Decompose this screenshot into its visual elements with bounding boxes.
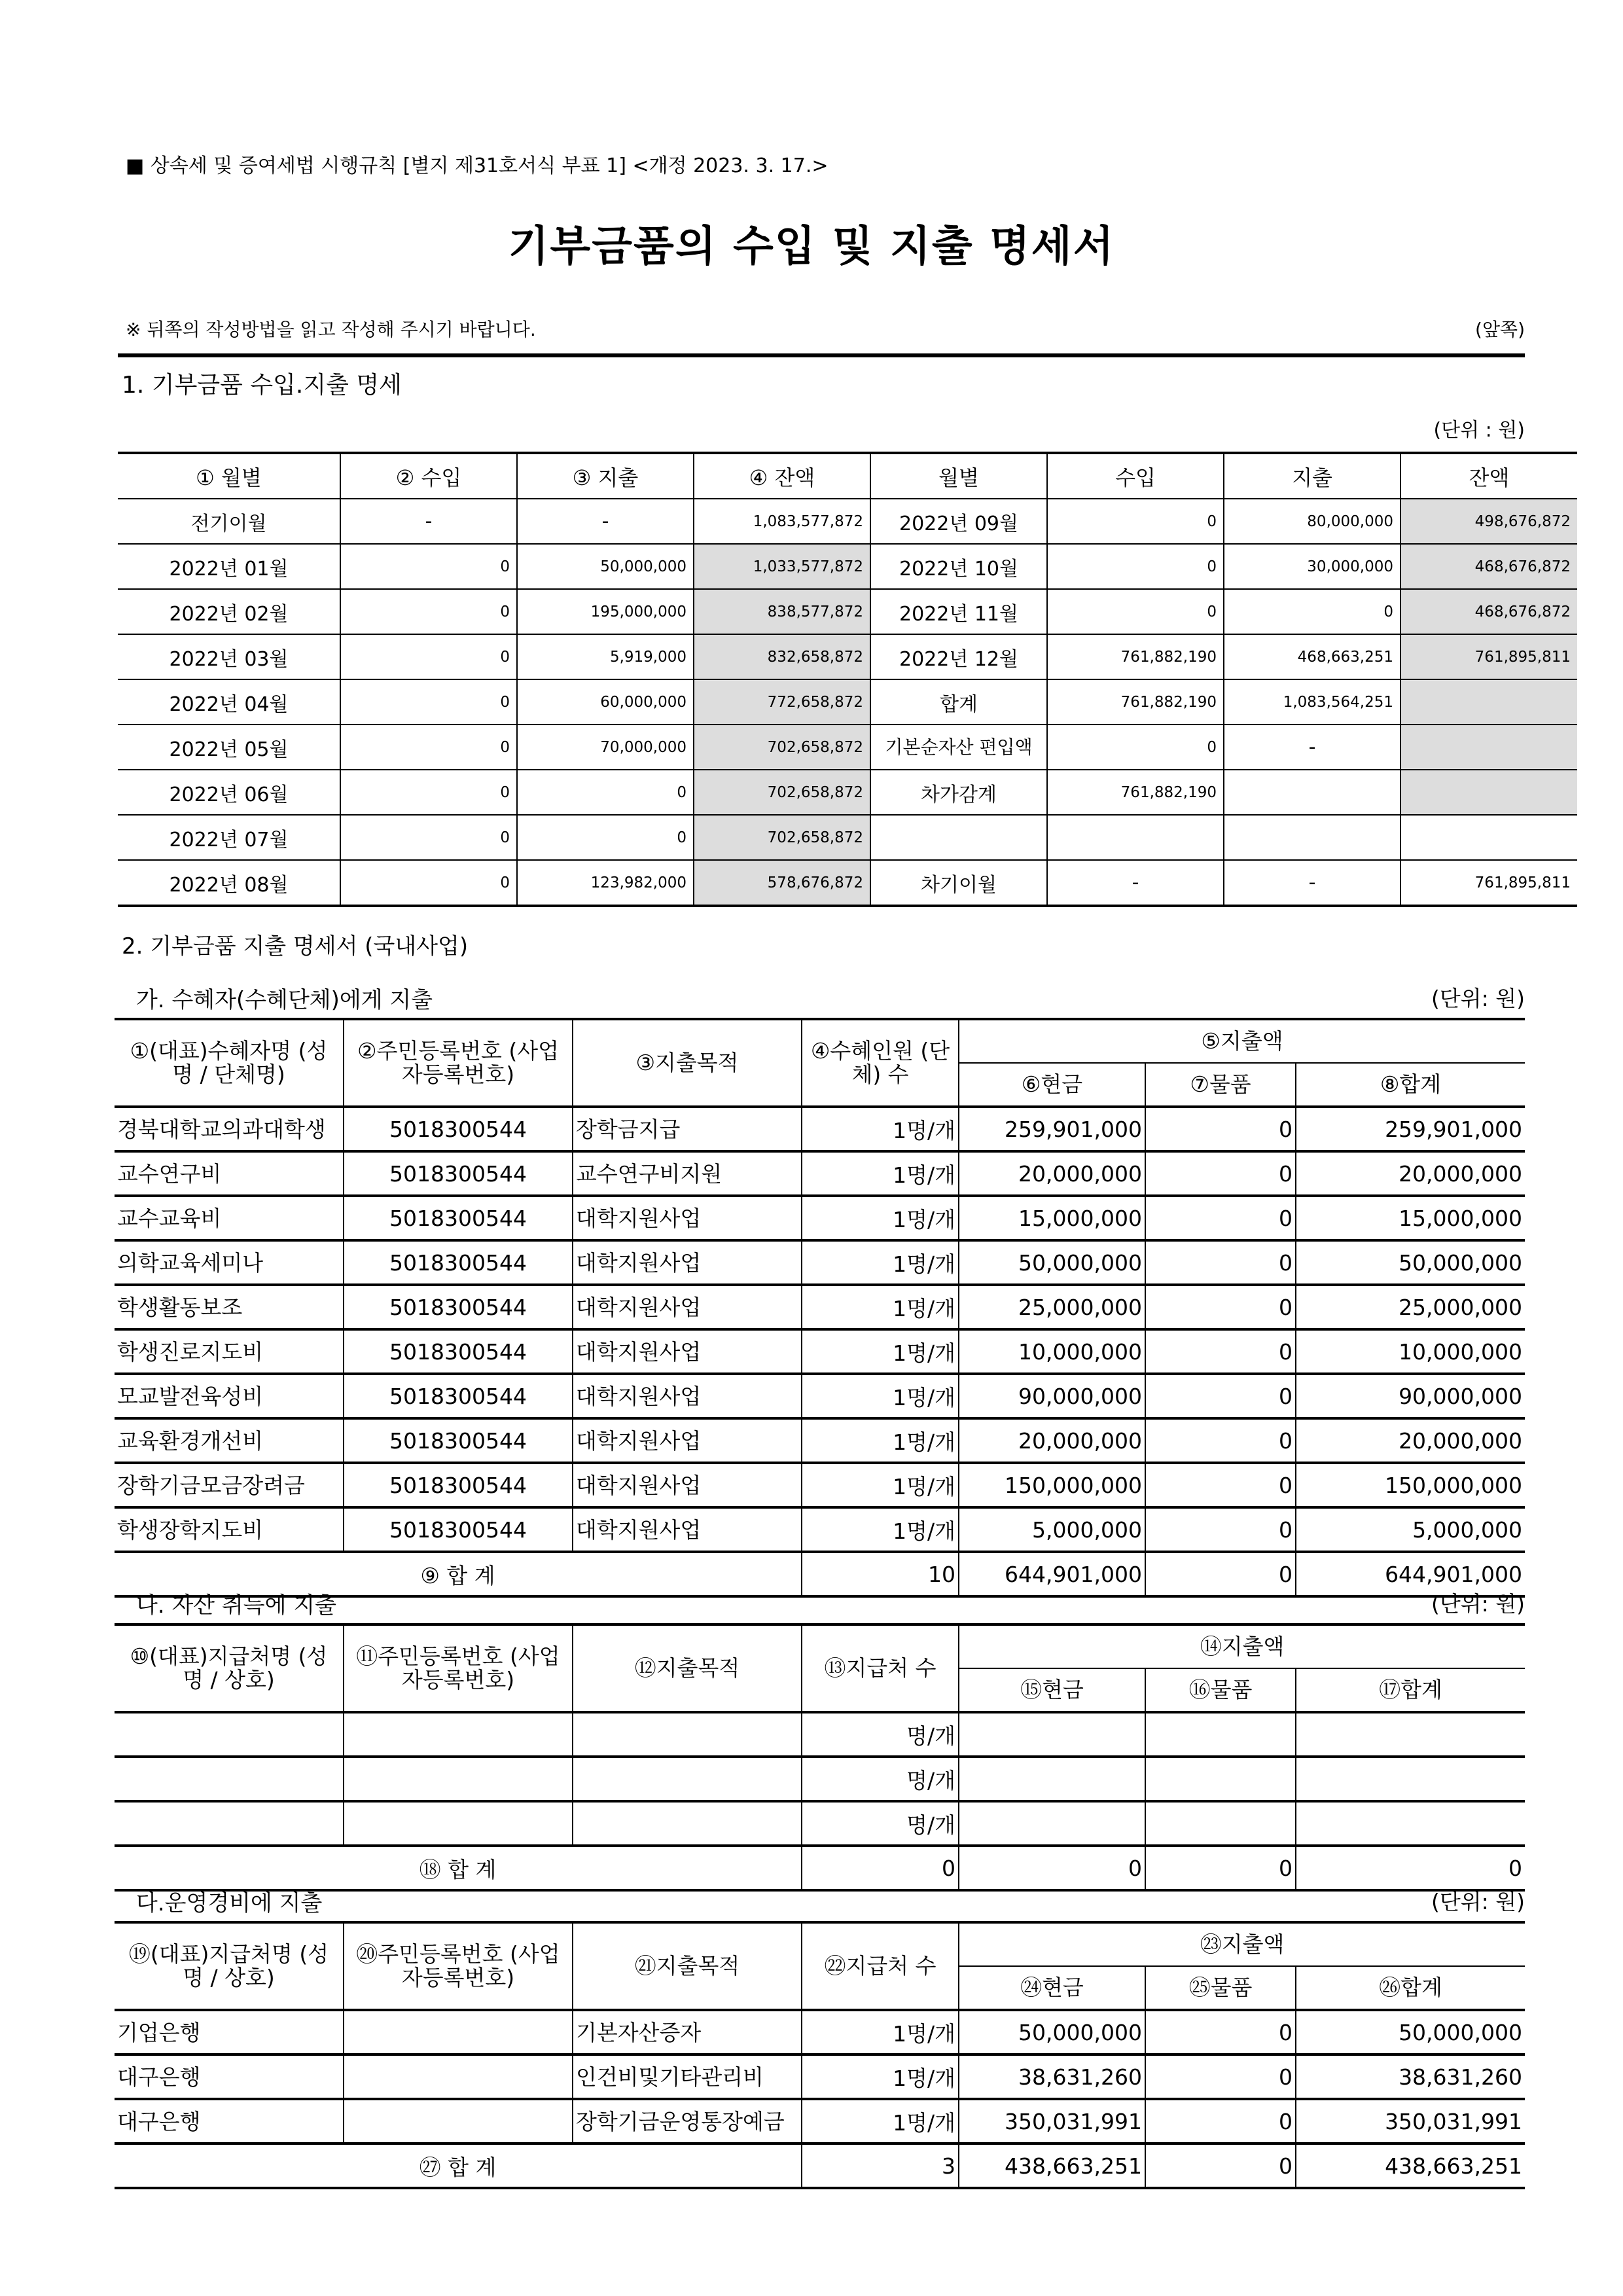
total-cash: 438,663,251 xyxy=(959,2144,1145,2188)
month-cell: 2022년 02월 xyxy=(118,589,340,634)
expense-cell: 50,000,000 xyxy=(517,544,694,589)
col-header-cash: ⑥현금 xyxy=(959,1063,1145,1107)
name-cell: 교수연구비 xyxy=(115,1151,344,1196)
count-cell: 1명/개 xyxy=(802,1107,959,1151)
subsection-a-unit: (단위: 원) xyxy=(1431,986,1525,1011)
month-cell: 2022년 08월 xyxy=(118,860,340,906)
table-total-row xyxy=(115,1846,1525,1890)
cash-cell: 350,031,991 xyxy=(959,2099,1145,2144)
col-header: 월별 xyxy=(870,453,1047,499)
income-cell: 0 xyxy=(340,770,517,815)
purpose-cell: 대학지원사업 xyxy=(573,1463,802,1507)
col-header-reg-no: ②주민등록번호 (사업자등록번호) xyxy=(344,1019,573,1107)
col-header-goods: ⑦물품 xyxy=(1145,1063,1296,1107)
reg-no-cell xyxy=(344,2054,573,2099)
balance-cell: 772,658,872 xyxy=(694,679,870,725)
table-row xyxy=(115,1418,1525,1463)
table-total-row xyxy=(115,2144,1525,2188)
count-cell: 1명/개 xyxy=(802,1418,959,1463)
cash-cell xyxy=(959,1757,1145,1801)
purpose-cell: 기본자산증자 xyxy=(573,2010,802,2054)
count-cell: 1명/개 xyxy=(802,2010,959,2054)
reg-no-cell: 5018300544 xyxy=(344,1240,573,1285)
expense-cell xyxy=(1224,770,1400,815)
table-row xyxy=(115,1196,1525,1240)
total-cell: 5,000,000 xyxy=(1296,1507,1525,1552)
total-cell: 150,000,000 xyxy=(1296,1463,1525,1507)
col-header-goods: ㉕물품 xyxy=(1145,1966,1296,2010)
purpose-cell: 장학기금운영통장예금 xyxy=(573,2099,802,2144)
col-header-name: ①(대표)수혜자명 (성명 / 단체명) xyxy=(115,1019,344,1107)
cash-cell: 5,000,000 xyxy=(959,1507,1145,1552)
month-cell: 차가감계 xyxy=(870,770,1047,815)
goods-cell: 0 xyxy=(1145,1151,1296,1196)
name-cell xyxy=(115,1757,344,1801)
total-cell: 25,000,000 xyxy=(1296,1285,1525,1329)
subsection-c-title: 다.운영경비에 지출 xyxy=(136,1890,323,1916)
count-cell: 1명/개 xyxy=(802,1151,959,1196)
table-row xyxy=(115,1712,1525,1757)
cash-cell: 50,000,000 xyxy=(959,2010,1145,2054)
cash-cell: 259,901,000 xyxy=(959,1107,1145,1151)
section1-unit: (단위 : 원) xyxy=(1433,419,1525,442)
goods-cell: 0 xyxy=(1145,1418,1296,1463)
name-cell: 대구은행 xyxy=(115,2099,344,2144)
col-header-purpose: ㉑지출목적 xyxy=(573,1922,802,2010)
subsection-c-unit: (단위: 원) xyxy=(1431,1889,1525,1914)
col-header-purpose: ⑫지출목적 xyxy=(573,1624,802,1712)
total-label: ⑱ 합 계 xyxy=(115,1846,802,1890)
balance-cell: 761,895,811 xyxy=(1400,634,1577,679)
col-header-amount: ⑭지출액 xyxy=(959,1624,1525,1668)
income-cell: 0 xyxy=(1047,544,1224,589)
purpose-cell xyxy=(573,1757,802,1801)
income-cell: 0 xyxy=(1047,725,1224,770)
col-header-amount: ㉓지출액 xyxy=(959,1922,1525,1966)
purpose-cell xyxy=(573,1712,802,1757)
col-header-count: ④수혜인원 (단체) 수 xyxy=(802,1019,959,1107)
expense-cell: - xyxy=(517,499,694,544)
count-cell: 1명/개 xyxy=(802,1507,959,1552)
subsection-b-title: 나. 자산 취득에 지출 xyxy=(136,1592,336,1619)
balance-cell: 761,895,811 xyxy=(1400,860,1577,906)
col-header-reg-no: ⑪주민등록번호 (사업자등록번호) xyxy=(344,1624,573,1712)
month-cell: 기본순자산 편입액 xyxy=(870,725,1047,770)
income-cell: 0 xyxy=(340,860,517,906)
month-cell: 2022년 11월 xyxy=(870,589,1047,634)
goods-cell xyxy=(1145,1712,1296,1757)
col-header-total: ⑰합계 xyxy=(1296,1668,1525,1712)
table-row xyxy=(115,1374,1525,1418)
purpose-cell: 대학지원사업 xyxy=(573,1196,802,1240)
cash-cell xyxy=(959,1801,1145,1846)
total-cell xyxy=(1296,1757,1525,1801)
month-cell: 2022년 06월 xyxy=(118,770,340,815)
table-row xyxy=(118,815,1577,860)
reg-no-cell: 5018300544 xyxy=(344,1329,573,1374)
total-cell: 90,000,000 xyxy=(1296,1374,1525,1418)
month-cell: 2022년 09월 xyxy=(870,499,1047,544)
col-header-count: ㉒지급처 수 xyxy=(802,1922,959,2010)
total-cell: 38,631,260 xyxy=(1296,2054,1525,2099)
balance-cell xyxy=(1400,725,1577,770)
reg-no-cell: 5018300544 xyxy=(344,1151,573,1196)
income-cell: 0 xyxy=(340,725,517,770)
purpose-cell: 대학지원사업 xyxy=(573,1507,802,1552)
total-goods: 0 xyxy=(1145,1846,1296,1890)
balance-cell: 1,083,577,872 xyxy=(694,499,870,544)
income-expense-table xyxy=(118,452,1577,907)
table-row xyxy=(115,1757,1525,1801)
table-header-row xyxy=(118,453,1577,499)
month-cell: 2022년 01월 xyxy=(118,544,340,589)
name-cell: 학생진로지도비 xyxy=(115,1329,344,1374)
expense-cell: 468,663,251 xyxy=(1224,634,1400,679)
cash-cell: 25,000,000 xyxy=(959,1285,1145,1329)
count-cell: 1명/개 xyxy=(802,2099,959,2144)
expense-cell: 30,000,000 xyxy=(1224,544,1400,589)
goods-cell xyxy=(1145,1801,1296,1846)
page-side-label: (앞쪽) xyxy=(1475,319,1525,340)
table-row xyxy=(115,1240,1525,1285)
expense-cell: 0 xyxy=(517,770,694,815)
total-label: ⑨ 합 계 xyxy=(115,1552,802,1596)
month-cell xyxy=(870,815,1047,860)
goods-cell: 0 xyxy=(1145,1107,1296,1151)
table-row xyxy=(118,544,1577,589)
col-header-reg-no: ⑳주민등록번호 (사업자등록번호) xyxy=(344,1922,573,2010)
total-cell: 20,000,000 xyxy=(1296,1418,1525,1463)
name-cell xyxy=(115,1801,344,1846)
income-cell: 0 xyxy=(340,634,517,679)
month-cell: 2022년 05월 xyxy=(118,725,340,770)
income-cell: 761,882,190 xyxy=(1047,634,1224,679)
total-cash: 0 xyxy=(959,1846,1145,1890)
cash-cell: 150,000,000 xyxy=(959,1463,1145,1507)
month-cell: 합계 xyxy=(870,679,1047,725)
income-cell xyxy=(1047,815,1224,860)
balance-cell: 578,676,872 xyxy=(694,860,870,906)
month-cell: 2022년 07월 xyxy=(118,815,340,860)
table-header-row xyxy=(115,1624,1525,1668)
purpose-cell: 대학지원사업 xyxy=(573,1285,802,1329)
balance-cell: 832,658,872 xyxy=(694,634,870,679)
cash-cell: 20,000,000 xyxy=(959,1418,1145,1463)
col-header: 수입 xyxy=(1047,453,1224,499)
balance-cell: 702,658,872 xyxy=(694,725,870,770)
total-cell: 15,000,000 xyxy=(1296,1196,1525,1240)
cash-cell xyxy=(959,1712,1145,1757)
name-cell: 모교발전육성비 xyxy=(115,1374,344,1418)
recipient-expense-table xyxy=(115,1018,1525,1598)
balance-cell xyxy=(1400,679,1577,725)
name-cell xyxy=(115,1712,344,1757)
table-row xyxy=(115,2099,1525,2144)
section1-title: 1. 기부금품 수입.지출 명세 xyxy=(122,372,402,399)
expense-cell: 80,000,000 xyxy=(1224,499,1400,544)
count-cell: 1명/개 xyxy=(802,1196,959,1240)
purpose-cell: 대학지원사업 xyxy=(573,1240,802,1285)
form-reference: ■ 상속세 및 증여세법 시행규칙 [별지 제31호서식 부표 1] <개정 2023. 3. 17.> xyxy=(126,154,829,177)
balance-cell xyxy=(1400,770,1577,815)
purpose-cell: 대학지원사업 xyxy=(573,1374,802,1418)
reg-no-cell: 5018300544 xyxy=(344,1107,573,1151)
total-label: ㉗ 합 계 xyxy=(115,2144,802,2188)
balance-cell: 1,033,577,872 xyxy=(694,544,870,589)
income-cell: 0 xyxy=(1047,589,1224,634)
table-row xyxy=(115,1801,1525,1846)
total-cash: 644,901,000 xyxy=(959,1552,1145,1596)
total-count: 0 xyxy=(802,1846,959,1890)
table-row xyxy=(118,589,1577,634)
name-cell: 대구은행 xyxy=(115,2054,344,2099)
purpose-cell: 인건비및기타관리비 xyxy=(573,2054,802,2099)
name-cell: 경북대학교의과대학생 xyxy=(115,1107,344,1151)
balance-cell xyxy=(1400,815,1577,860)
purpose-cell: 장학금지급 xyxy=(573,1107,802,1151)
month-cell: 2022년 12월 xyxy=(870,634,1047,679)
income-cell: - xyxy=(1047,860,1224,906)
goods-cell: 0 xyxy=(1145,2099,1296,2144)
total-amount: 438,663,251 xyxy=(1296,2144,1525,2188)
reg-no-cell: 5018300544 xyxy=(344,1418,573,1463)
goods-cell: 0 xyxy=(1145,1463,1296,1507)
balance-cell: 498,676,872 xyxy=(1400,499,1577,544)
cash-cell: 15,000,000 xyxy=(959,1196,1145,1240)
income-cell: 0 xyxy=(340,589,517,634)
purpose-cell: 교수연구비지원 xyxy=(573,1151,802,1196)
goods-cell: 0 xyxy=(1145,2010,1296,2054)
purpose-cell xyxy=(573,1801,802,1846)
month-cell: 2022년 04월 xyxy=(118,679,340,725)
goods-cell: 0 xyxy=(1145,1329,1296,1374)
expense-cell: 0 xyxy=(1224,589,1400,634)
total-cell: 50,000,000 xyxy=(1296,2010,1525,2054)
table-row xyxy=(118,634,1577,679)
name-cell: 학생장학지도비 xyxy=(115,1507,344,1552)
income-cell: 0 xyxy=(340,544,517,589)
col-header-total: ⑧합계 xyxy=(1296,1063,1525,1107)
count-cell: 1명/개 xyxy=(802,1374,959,1418)
goods-cell: 0 xyxy=(1145,1285,1296,1329)
total-amount: 0 xyxy=(1296,1846,1525,1890)
count-cell: 1명/개 xyxy=(802,1240,959,1285)
col-header-count: ⑬지급처 수 xyxy=(802,1624,959,1712)
month-cell: 2022년 10월 xyxy=(870,544,1047,589)
expense-cell: 195,000,000 xyxy=(517,589,694,634)
col-header: ③ 지출 xyxy=(517,453,694,499)
table-row xyxy=(115,1107,1525,1151)
col-header-goods: ⑯물품 xyxy=(1145,1668,1296,1712)
name-cell: 의학교육세미나 xyxy=(115,1240,344,1285)
table-row xyxy=(115,1151,1525,1196)
expense-cell: 123,982,000 xyxy=(517,860,694,906)
col-header: ② 수입 xyxy=(340,453,517,499)
goods-cell xyxy=(1145,1757,1296,1801)
expense-cell: - xyxy=(1224,860,1400,906)
balance-cell: 702,658,872 xyxy=(694,770,870,815)
goods-cell: 0 xyxy=(1145,1507,1296,1552)
income-cell: 761,882,190 xyxy=(1047,679,1224,725)
table-header-row xyxy=(115,1019,1525,1063)
income-cell: 0 xyxy=(340,679,517,725)
subsection-b-unit: (단위: 원) xyxy=(1431,1591,1525,1617)
reg-no-cell xyxy=(344,2099,573,2144)
col-header-name: ⑩(대표)지급처명 (성명 / 상호) xyxy=(115,1624,344,1712)
col-header: ④ 잔액 xyxy=(694,453,870,499)
name-cell: 교수교육비 xyxy=(115,1196,344,1240)
cash-cell: 20,000,000 xyxy=(959,1151,1145,1196)
total-cell: 350,031,991 xyxy=(1296,2099,1525,2144)
total-goods: 0 xyxy=(1145,1552,1296,1596)
count-cell: 명/개 xyxy=(802,1712,959,1757)
balance-cell: 838,577,872 xyxy=(694,589,870,634)
reg-no-cell: 5018300544 xyxy=(344,1285,573,1329)
name-cell: 학생활동보조 xyxy=(115,1285,344,1329)
name-cell: 장학기금모금장려금 xyxy=(115,1463,344,1507)
table-row xyxy=(115,1285,1525,1329)
col-header-name: ⑲(대표)지급처명 (성명 / 상호) xyxy=(115,1922,344,2010)
balance-cell: 702,658,872 xyxy=(694,815,870,860)
goods-cell: 0 xyxy=(1145,1374,1296,1418)
expense-cell xyxy=(1224,815,1400,860)
total-cell: 50,000,000 xyxy=(1296,1240,1525,1285)
purpose-cell: 대학지원사업 xyxy=(573,1418,802,1463)
reg-no-cell: 5018300544 xyxy=(344,1463,573,1507)
goods-cell: 0 xyxy=(1145,2054,1296,2099)
table-row xyxy=(115,2010,1525,2054)
section2-title: 2. 기부금품 지출 명세서 (국내사업) xyxy=(122,933,469,960)
name-cell: 교육환경개선비 xyxy=(115,1418,344,1463)
month-cell: 전기이월 xyxy=(118,499,340,544)
goods-cell: 0 xyxy=(1145,1196,1296,1240)
col-header: ① 월별 xyxy=(118,453,340,499)
total-count: 3 xyxy=(802,2144,959,2188)
purpose-cell: 대학지원사업 xyxy=(573,1329,802,1374)
table-row xyxy=(115,1507,1525,1552)
count-cell: 1명/개 xyxy=(802,2054,959,2099)
table-row xyxy=(118,770,1577,815)
month-cell: 2022년 03월 xyxy=(118,634,340,679)
goods-cell: 0 xyxy=(1145,1240,1296,1285)
balance-cell: 468,676,872 xyxy=(1400,544,1577,589)
name-cell: 기업은행 xyxy=(115,2010,344,2054)
col-header-amount: ⑤지출액 xyxy=(959,1019,1525,1063)
count-cell: 1명/개 xyxy=(802,1329,959,1374)
total-cell xyxy=(1296,1801,1525,1846)
total-cell: 20,000,000 xyxy=(1296,1151,1525,1196)
table-row xyxy=(118,679,1577,725)
total-cell: 10,000,000 xyxy=(1296,1329,1525,1374)
cash-cell: 38,631,260 xyxy=(959,2054,1145,2099)
income-cell: 0 xyxy=(1047,499,1224,544)
subsection-a-title: 가. 수혜자(수혜단체)에게 지출 xyxy=(136,987,433,1013)
header-divider xyxy=(118,353,1525,357)
reg-no-cell: 5018300544 xyxy=(344,1507,573,1552)
table-header-row xyxy=(115,1922,1525,1966)
operating-expense-table xyxy=(115,1921,1525,2189)
balance-cell: 468,676,872 xyxy=(1400,589,1577,634)
reg-no-cell: 5018300544 xyxy=(344,1374,573,1418)
table-row xyxy=(115,1463,1525,1507)
total-cell xyxy=(1296,1712,1525,1757)
count-cell: 명/개 xyxy=(802,1757,959,1801)
col-header-purpose: ③지출목적 xyxy=(573,1019,802,1107)
expense-cell: 0 xyxy=(517,815,694,860)
total-amount: 644,901,000 xyxy=(1296,1552,1525,1596)
total-cell: 259,901,000 xyxy=(1296,1107,1525,1151)
income-cell: 0 xyxy=(340,815,517,860)
month-cell: 차기이월 xyxy=(870,860,1047,906)
col-header: 잔액 xyxy=(1400,453,1577,499)
col-header-total: ㉖합계 xyxy=(1296,1966,1525,2010)
expense-cell: 1,083,564,251 xyxy=(1224,679,1400,725)
col-header-cash: ㉔현금 xyxy=(959,1966,1145,2010)
table-row xyxy=(118,860,1577,906)
table-row xyxy=(115,2054,1525,2099)
cash-cell: 50,000,000 xyxy=(959,1240,1145,1285)
expense-cell: - xyxy=(1224,725,1400,770)
col-header-cash: ⑮현금 xyxy=(959,1668,1145,1712)
table-row xyxy=(115,1329,1525,1374)
total-count: 10 xyxy=(802,1552,959,1596)
total-goods: 0 xyxy=(1145,2144,1296,2188)
table-row xyxy=(118,725,1577,770)
count-cell: 명/개 xyxy=(802,1801,959,1846)
col-header: 지출 xyxy=(1224,453,1400,499)
table-row xyxy=(118,499,1577,544)
reg-no-cell xyxy=(344,1757,573,1801)
reg-no-cell xyxy=(344,2010,573,2054)
cash-cell: 90,000,000 xyxy=(959,1374,1145,1418)
income-cell: - xyxy=(340,499,517,544)
asset-acquisition-table xyxy=(115,1623,1525,1892)
count-cell: 1명/개 xyxy=(802,1285,959,1329)
reg-no-cell xyxy=(344,1712,573,1757)
reg-no-cell: 5018300544 xyxy=(344,1196,573,1240)
count-cell: 1명/개 xyxy=(802,1463,959,1507)
expense-cell: 60,000,000 xyxy=(517,679,694,725)
expense-cell: 70,000,000 xyxy=(517,725,694,770)
cash-cell: 10,000,000 xyxy=(959,1329,1145,1374)
income-cell: 761,882,190 xyxy=(1047,770,1224,815)
instruction-note: ※ 뒤쪽의 작성방법을 읽고 작성해 주시기 바랍니다. xyxy=(126,319,536,340)
document-title: 기부금품의 수입 및 지출 명세서 xyxy=(508,223,1115,271)
reg-no-cell xyxy=(344,1801,573,1846)
expense-cell: 5,919,000 xyxy=(517,634,694,679)
